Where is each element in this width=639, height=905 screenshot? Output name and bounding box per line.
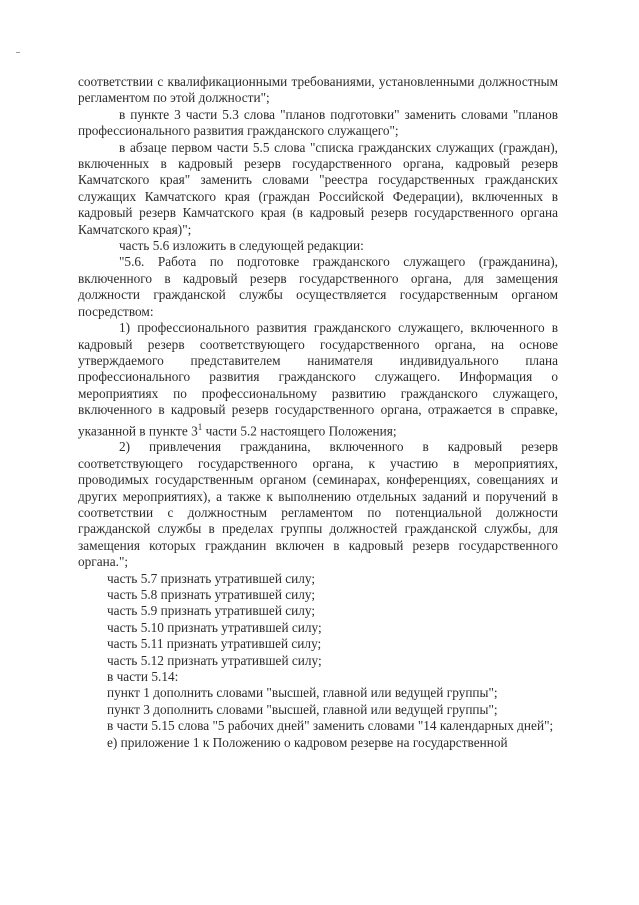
- superscript-1: 1: [197, 421, 203, 432]
- paragraph-5-10: часть 5.10 признать утратившей силу;: [107, 619, 322, 635]
- document-body: [78, 74, 558, 751]
- scan-mark: [16, 52, 20, 53]
- paragraph-5-7: часть 5.7 признать утратившей силу;: [107, 570, 316, 586]
- point-1-text: 1) профессионального развития гражданского служащего, включенного в кадровый резерв соответствующего государственного органа, на основе утверждаемого представителем нанимателя индивидуального плана профессионального развития гражданского служащего. Информация о мероприятиях по профессиональному развитию гражданского служащего, включенного в кадровый резерв государственного органа, отражается в справке, указанной в пункте 3: [78, 320, 558, 438]
- point-1-tail: части 5.2 настоящего Положения;: [202, 422, 397, 438]
- paragraph-5-12: часть 5.12 признать утратившей силу;: [107, 652, 322, 668]
- paragraph-item-5-3: в пункте 3 части 5.3 слова "планов подготовки" заменить словами "планов профессионального развития гражданского служащего";: [78, 106, 558, 139]
- paragraph-5-14: в части 5.14:: [107, 669, 179, 685]
- paragraph-5-6-text: "5.6. Работа по подготовке гражданского служащего (гражданина), включенного в кадровый резерв государственного органа, для замещения должности гражданской службы осуществляется государственным органом посредством:: [78, 254, 558, 319]
- paragraph-continuation: соответствии с квалификационными требованиями, установленными должностным регламентом по этой должности";: [78, 74, 558, 106]
- paragraph-5-15: в части 5.15 слова "5 рабочих дней" заменить словами "14 календарных дней";: [107, 718, 554, 734]
- paragraph-item-5-6-intro: часть 5.6 изложить в следующей редакции:: [119, 238, 364, 254]
- paragraph-appendix-1: е) приложение 1 к Положению о кадровом резерве на государственной: [107, 734, 508, 750]
- paragraph-5-14-point-1: пункт 1 дополнить словами "высшей, главной или ведущей группы";: [107, 685, 498, 701]
- paragraph-5-11: часть 5.11 признать утратившей силу;: [107, 636, 322, 652]
- paragraph-5-6-point-2: 2) привлечения гражданина, включенного в кадровый резерв соответствующего государственного органа, к участию в мероприятиях, проводимых государственным органом (семинарах, конференциях, совещаниях и других мероприятиях), а также к выполнению отдельных заданий и поручений в соответствии с должностным регламентом по потенциальной должности гражданской службы в пределах группы должностей гражданской службы, для замещения которых гражданин включен в кадровый резерв государственного органа.";: [78, 439, 558, 570]
- paragraph-5-6-point-1: [78, 320, 558, 439]
- paragraph-5-9: часть 5.9 признать утратившей силу;: [107, 603, 316, 619]
- paragraph-5-8: часть 5.8 признать утратившей силу;: [107, 587, 316, 603]
- paragraph-5-14-point-3: пункт 3 дополнить словами "высшей, главной или ведущей группы";: [107, 701, 498, 717]
- paragraph-item-5-5: в абзаце первом части 5.5 слова "списка гражданских служащих (граждан), включенных в кадровый резерв государственного органа, кадровый резерв Камчатского края" заменить словами "реестра государственных гражданских служащих Камчатского края (граждан Российской Федерации), включенных в кадровый резерв Камчатского края (в кадровый резерв государственного органа Камчатского края)";: [78, 139, 558, 237]
